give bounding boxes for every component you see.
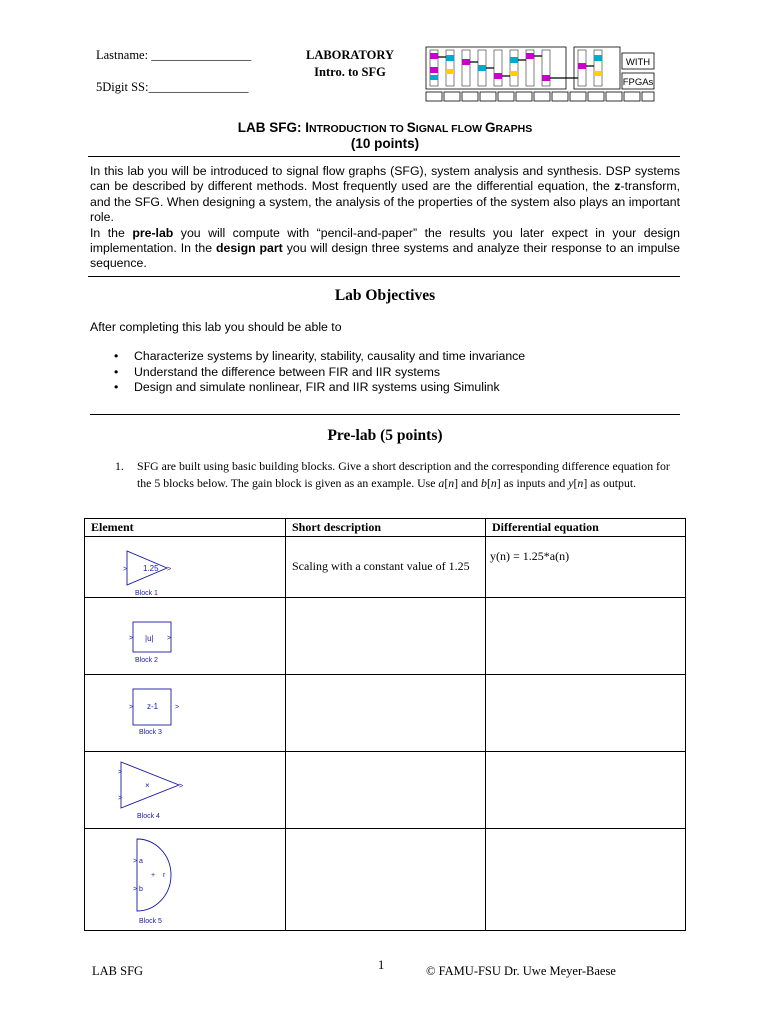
header-element: Element (85, 519, 286, 537)
page-number: 1 (378, 958, 385, 972)
delay-block-icon (85, 675, 285, 751)
objectives-heading: Lab Objectives (334, 287, 436, 304)
document-title: LAB SFG: INTRODUCTION TO SIGNAL FLOW GRAPHS (237, 120, 533, 135)
header-equation: Differential equation (486, 519, 686, 537)
product-block-icon (85, 752, 285, 828)
objectives-list (90, 349, 680, 396)
element-cell (85, 675, 286, 752)
svg-text:r: r (163, 872, 166, 879)
fpga-logo (424, 45, 656, 103)
blocks-table (84, 518, 686, 931)
table-row (85, 829, 686, 931)
sum-block-icon (85, 829, 285, 929)
question-text: SFG are built using basic building blocks. Give a short description and the corresponding difference equation for the 5 blocks below. The gain block is given as an example. Use a[n] and b[n] as inputs and y[n] as output. (137, 459, 670, 490)
list-item: • Understand the difference between FIR and IIR systems (90, 365, 680, 381)
list-item: • Characterize systems by linearity, stability, causality and time invariance (90, 349, 680, 365)
svg-text:>: > (175, 704, 180, 711)
block-label: Block 3 (139, 729, 162, 736)
svg-text:b: b (139, 886, 143, 893)
lab-title: LABORATORY (305, 48, 394, 62)
prelab-heading: Pre-lab (5 points) (327, 427, 443, 444)
equation-text (486, 675, 685, 687)
svg-text:>: > (118, 769, 123, 776)
footer-copyright: © FAMU-FSU Dr. Uwe Meyer-Baese (426, 964, 616, 978)
svg-text:>: > (133, 886, 138, 893)
equation-cell[interactable] (486, 675, 686, 752)
question-number: 1. (115, 459, 124, 473)
description-cell[interactable] (286, 537, 486, 598)
delay-value: z-1 (147, 702, 159, 711)
table-row (85, 752, 686, 829)
equation-text: y(n) = 1.25*a(n) (490, 549, 570, 563)
element-cell (85, 598, 286, 675)
logo-text-fpgas: FPGAs (622, 77, 654, 88)
equation-cell[interactable] (486, 598, 686, 675)
sum-value: + (151, 872, 156, 879)
gain-block-icon (85, 537, 285, 597)
list-item: • Design and simulate nonlinear, FIR and IIR systems using Simulink (90, 380, 680, 396)
description-cell[interactable] (286, 598, 486, 675)
description-text (286, 752, 485, 774)
equation-cell[interactable] (486, 537, 686, 598)
block-label: Block 5 (139, 918, 162, 925)
svg-text:a: a (139, 858, 143, 865)
intro-text: In this lab you will be introduced to signal flow graphs (SFG), system analysis and synthesis. DSP systems can be described by different methods. Most frequently used are the differential equation, the z-transform, and the SFG. When designing a system, the analysis of the properties of the system also plays an important role. In the pre-lab you will compute with “pencil-and-paper” the results you later expect in your design implementation. In the design part you will design three systems and analyze their response to an impulse sequence. (90, 164, 680, 271)
description-cell[interactable] (286, 675, 486, 752)
lab-subtitle: Intro. to SFG (314, 65, 386, 79)
description-text (286, 598, 485, 620)
abs-value: |u| (145, 634, 154, 643)
block-label: Block 2 (135, 657, 158, 664)
objectives-lead: After completing this lab you should be able to (90, 320, 342, 334)
lab-heading (290, 47, 410, 81)
table-row (85, 675, 686, 752)
divider-prelab (90, 414, 680, 415)
equation-text (486, 752, 685, 764)
svg-text:>: > (123, 566, 128, 573)
svg-text:>: > (129, 704, 134, 711)
logo-text-with: WITH (625, 57, 651, 68)
description-text (286, 829, 485, 851)
equation-text (486, 598, 685, 610)
svg-text:>: > (179, 783, 184, 790)
footer-left: LAB SFG (92, 964, 144, 978)
description-text (286, 675, 485, 697)
equation-text (486, 829, 685, 841)
lastname-field[interactable]: Lastname: ________________ (96, 48, 252, 62)
header-description: Short description (286, 519, 486, 537)
element-cell (85, 752, 286, 829)
description-cell[interactable] (286, 752, 486, 829)
svg-text:>: > (118, 795, 123, 802)
table-header-row (85, 519, 686, 537)
svg-text:>: > (133, 858, 138, 865)
document-points: (10 points) (350, 136, 420, 151)
svg-text:>: > (167, 635, 172, 642)
description-text: Scaling with a constant value of 1.25 (292, 559, 470, 573)
equation-cell[interactable] (486, 829, 686, 931)
table-row (85, 598, 686, 675)
abs-block-icon (85, 598, 285, 674)
ss-field[interactable]: 5Digit SS:________________ (96, 80, 249, 94)
svg-text:>: > (129, 635, 134, 642)
divider-top (88, 156, 680, 157)
block-label: Block 4 (137, 813, 160, 820)
element-cell (85, 829, 286, 931)
element-cell (85, 537, 286, 598)
svg-text:>: > (167, 566, 172, 573)
gain-value: 1.25 (143, 564, 159, 573)
block-label: Block 1 (135, 590, 158, 597)
divider-mid (88, 276, 680, 277)
table-row (85, 537, 686, 598)
equation-cell[interactable] (486, 752, 686, 829)
description-cell[interactable] (286, 829, 486, 931)
product-value: × (145, 781, 150, 790)
